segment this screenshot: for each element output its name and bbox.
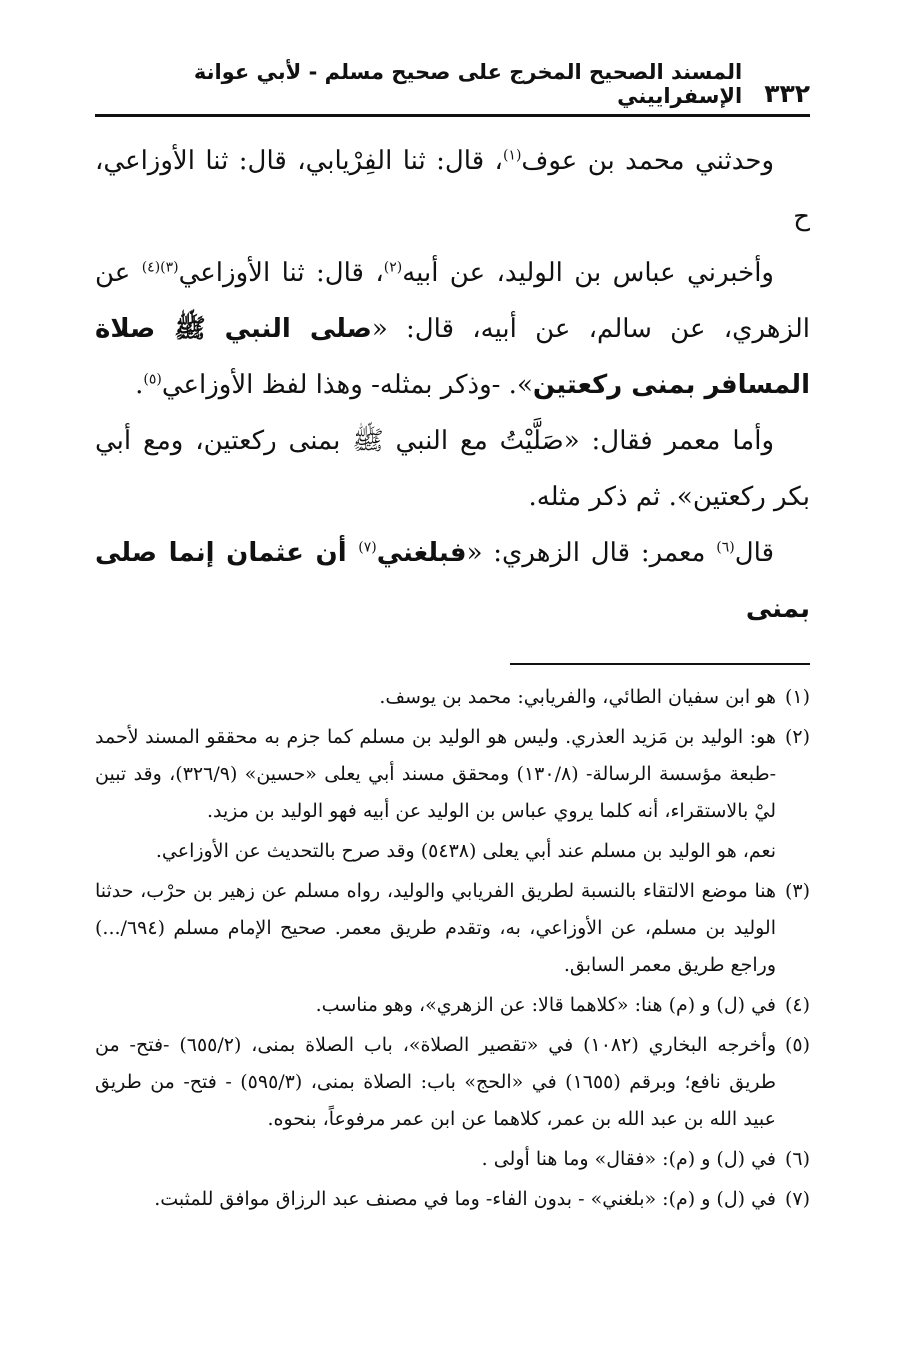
p2-text-e: . — [135, 370, 144, 400]
paragraph-2 — [95, 245, 810, 413]
p1-text-a: وحدثني محمد بن عوف — [521, 146, 775, 176]
running-title: المسند الصحيح المخرج على صحيح مسلم - لأبي عوانة الإسفراييني — [193, 60, 743, 108]
p2-text-d: ». -وذكر بمثله- وهذا لفظ الأوزاعي — [161, 370, 533, 400]
footnote-2-continued: نعم، هو الوليد بن مسلم عند أبي يعلى (٥٤٣٨) وقد صرح بالتحديث عن الأوزاعي. — [155, 840, 776, 862]
footnote-5 — [95, 1027, 810, 1138]
footnote-2 — [95, 719, 810, 830]
footnote-number: (٦) — [784, 1148, 810, 1170]
footnote-ref-3-4: (٣)(٤) — [141, 259, 179, 276]
footnote-text: هنا موضع الالتقاء بالنسبة لطريق الفريابي والوليد، رواه مسلم عن زهير بن حرْب، حدثنا الوليد بن مسلم، عن الأوزاعي، به، وتقدم طريق معمر. صحيح الإمام مسلم (٦٩٤/...) وراجع طريق معمر السابق. — [95, 880, 776, 976]
page-number: ٣٣٢ — [764, 79, 810, 108]
footnote-7 — [95, 1181, 810, 1218]
footnote-1 — [95, 679, 810, 716]
footnote-6 — [95, 1141, 810, 1178]
main-text — [95, 133, 810, 637]
p4-text-a: قال — [734, 538, 774, 568]
footnote-ref-1: (١) — [502, 147, 522, 164]
footnote-4 — [95, 987, 810, 1024]
footnote-text: وأخرجه البخاري (١٠٨٢) في «تقصير الصلاة»، باب الصلاة بمنى، (٦٥٥/٢) -فتح- من طريق نافع؛ وبرقم (١٦٥٥) في «الحج» باب: الصلاة بمنى، (٥٩٥/٣) - فتح- من طريق عبيد الله بن عبد الله بن عمر، كلاهما عن ابن عمر مرفوعاً، بنحوه. — [95, 1034, 777, 1130]
footnote-number: (٣) — [784, 880, 810, 902]
p1-text-b: ، قال: ثنا الفِرْيابي، قال: ثنا الأوزاعي، ح — [95, 146, 810, 232]
footnote-number: (٥) — [784, 1034, 811, 1056]
footnote-text: هو ابن سفيان الطائي، والفريابي: محمد بن يوسف. — [379, 686, 776, 708]
hadith-text-bold: صلى النبي ﷺ صلاة المسافر بمنى ركعتين — [95, 314, 810, 400]
footnote-text: في (ل) و (م): «بلغني» - بدون الفاء- وما في مصنف عبد الرزاق موافق للمثبت. — [154, 1188, 776, 1210]
footnote-ref-6: (٦) — [716, 539, 735, 556]
p2-text-a: وأخبرني عباس بن الوليد، عن أبيه — [402, 258, 774, 288]
p4-text-b: معمر: قال الزهري: « — [466, 538, 717, 568]
p2-text-c: عن الزهري، عن سالم، عن أبيه، قال: « — [95, 258, 811, 344]
p2-text-b: ، قال: ثنا الأوزاعي — [178, 258, 384, 288]
footnote-ref-5: (٥) — [143, 371, 162, 388]
footnote-number: (٧) — [784, 1188, 810, 1210]
footnote-number: (١) — [784, 686, 810, 708]
footnotes — [95, 679, 810, 1218]
paragraph-3: وأما معمر فقال: «صَلَّيْتُ مع النبي ﷺ بمنى ركعتين، ومع أبي بكر ركعتين». ثم ذكر مثله. — [95, 426, 810, 512]
footnote-text: هو: الوليد بن مَزيد العذري. وليس هو الوليد بن مسلم كما جزم به محققو المسند لأحمد -طبعة مؤسسة الرسالة- (١٣٠/٨) ومحقق مسند أبي يعلى «حسين» (٣٢٦/٩)، وقد تبين ليْ بالاستقراء، أنه كلما يروي عباس بن الوليد عن أبيه فهو الوليد بن مزيد. — [95, 726, 776, 822]
paragraph-4 — [95, 525, 810, 637]
p4-bold-a: فبلغني — [376, 538, 467, 568]
p4-bold-b: أن عثمان إنما صلى بمنى — [95, 538, 810, 624]
footnote-3 — [95, 873, 810, 984]
page-header — [95, 60, 810, 117]
paragraph-1 — [95, 133, 810, 245]
footnote-number: (٤) — [784, 994, 810, 1016]
book-page — [95, 60, 811, 1221]
footnote-ref-2: (٢) — [383, 259, 403, 276]
footnote-text: في (ل) و (م): «فقال» وما هنا أولى . — [481, 1148, 776, 1170]
footnote-text: في (ل) و (م) هنا: «كلاهما قالا: عن الزهري»، وهو مناسب. — [315, 994, 776, 1016]
footnote-ref-7: (٧) — [358, 539, 377, 556]
footnote-number: (٢) — [784, 726, 810, 748]
footnote-separator — [510, 663, 810, 665]
